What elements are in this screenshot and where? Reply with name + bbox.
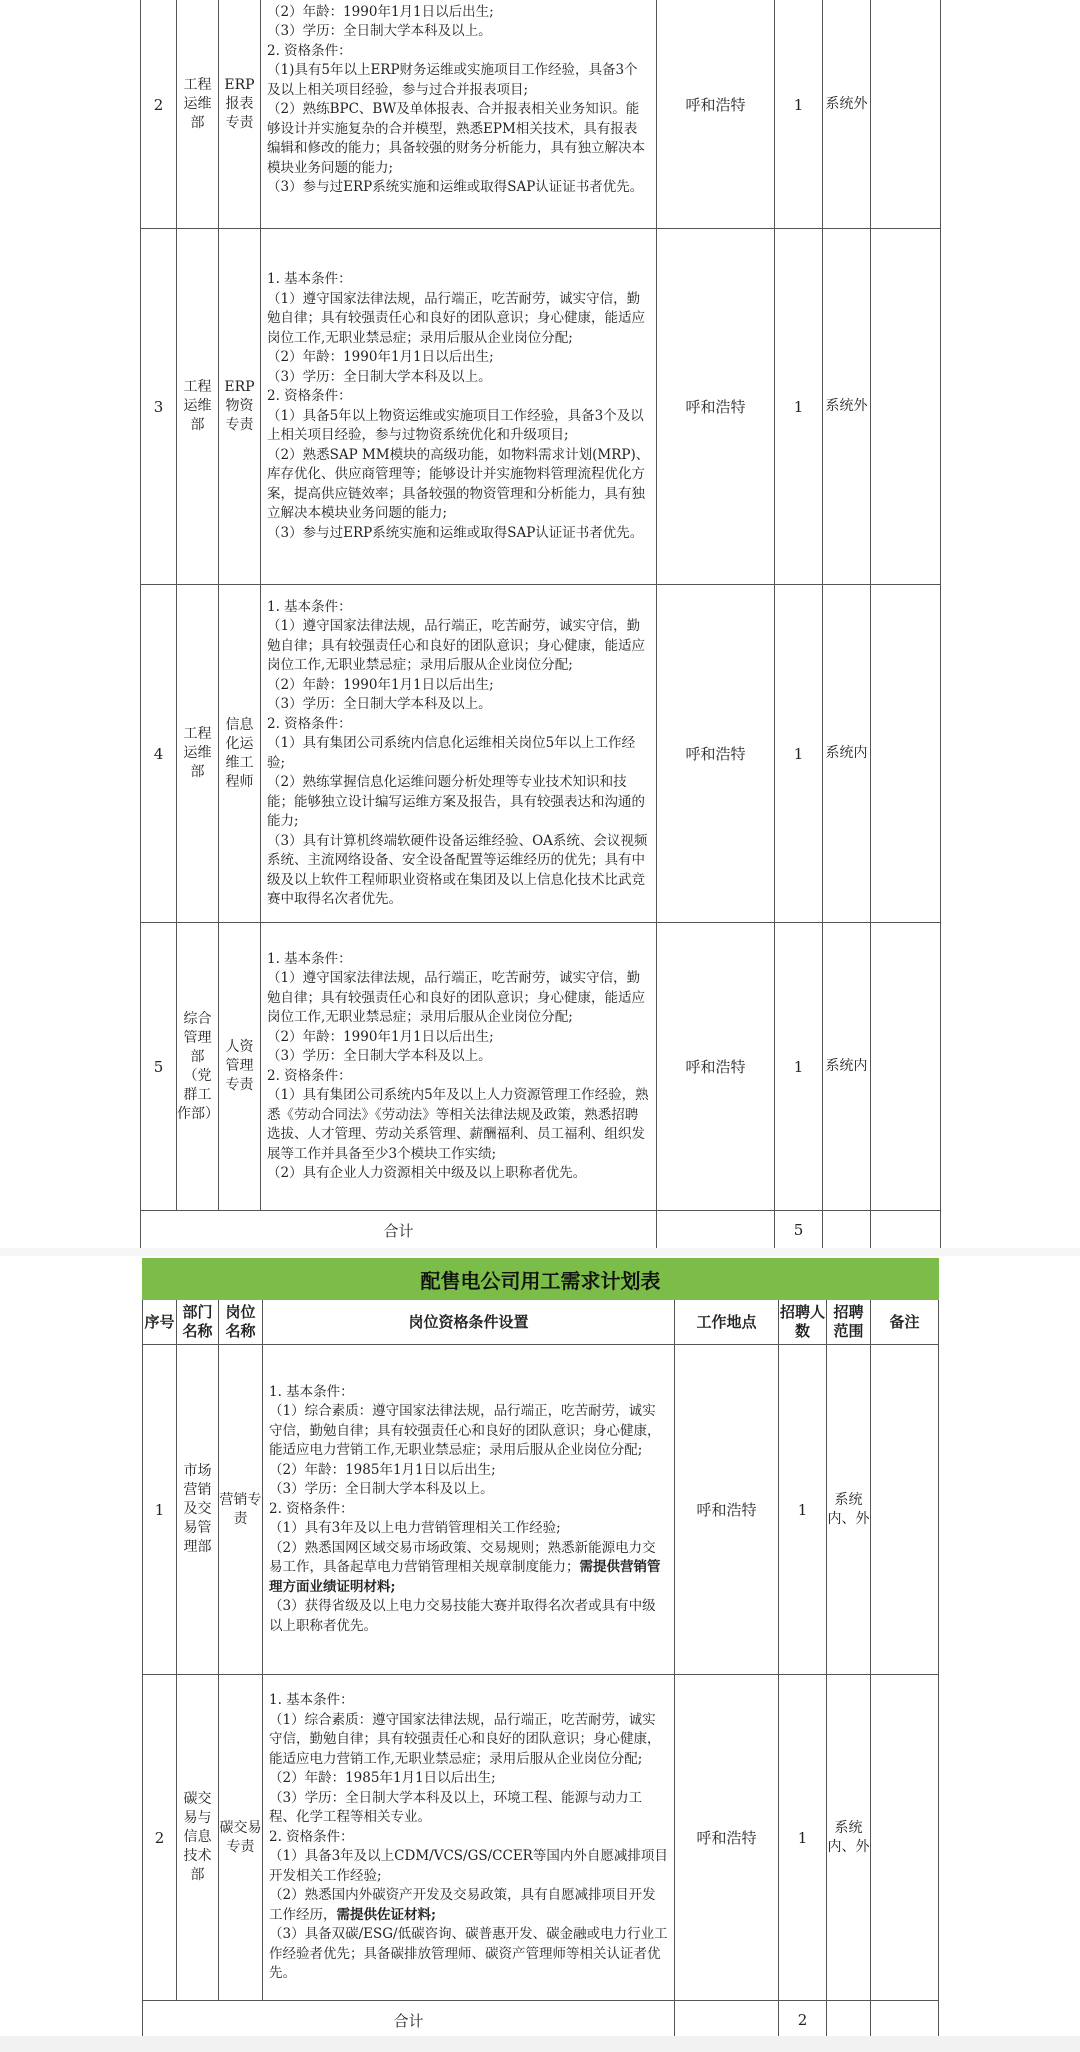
requirement-line: 2. 资格条件： xyxy=(267,715,352,732)
scope-cell: 系统外 xyxy=(823,229,871,585)
requirement-bold: 需提供佐证材料; xyxy=(336,1906,436,1923)
requirement-line: （1）具备3年及以上CDM/VCS/GS/CCER等国内外自愿减排项目开发相关工作经验; xyxy=(269,1848,668,1884)
scope-cell: 系统内、外 xyxy=(827,1345,871,1675)
recruitment-table-2 xyxy=(142,1258,939,2040)
requirement-line: 1. 基本条件： xyxy=(269,1383,354,1400)
requirement-line: 2. 资格条件： xyxy=(267,388,352,404)
total-scope xyxy=(827,2001,871,2040)
requirement-line: （2）具有企业人力资源相关中级及以上职称者优先。 xyxy=(267,1165,587,1181)
position-cell: 信息化运维工程师 xyxy=(219,585,261,923)
requirement-line: （3）学历：全日制大学本科及以上。 xyxy=(267,696,492,712)
header-note: 备注 xyxy=(871,1300,939,1345)
row-number: 2 xyxy=(141,0,177,229)
location-cell: 呼和浩特 xyxy=(675,1675,779,2001)
row-number: 2 xyxy=(143,1675,177,2001)
requirement-line: （3）学历：全日制大学本科及以上。 xyxy=(267,1048,492,1064)
requirement-line: （1）综合素质：遵守国家法律法规，品行端正，吃苦耐劳，诚实守信，勤勉自律；具有较强责任心和良好的团队意识；身心健康，能适应电力营销工作,无职业禁忌症；录用后服从企业岗位分配; xyxy=(269,1403,661,1459)
requirement-line: （1）综合素质：遵守国家法律法规，品行端正，吃苦耐劳，诚实守信，勤勉自律；具有较强责任心和良好的团队意识；身心健康，能适应电力营销工作,无职业禁忌症；录用后服从企业岗位分配; xyxy=(269,1711,661,1767)
position-cell: 营销专责 xyxy=(219,1345,263,1675)
header-count: 招聘人数 xyxy=(779,1300,827,1345)
note-cell xyxy=(871,0,941,229)
count-cell: 1 xyxy=(775,585,823,923)
header-row xyxy=(143,1300,939,1345)
total-row xyxy=(143,2001,939,2040)
note-cell xyxy=(871,1675,939,2001)
header-dept: 部门名称 xyxy=(177,1300,219,1345)
requirement-line: 2. 资格条件： xyxy=(269,1500,354,1517)
requirement-line: （2）年龄：1990年1月1日以后出生; xyxy=(267,1028,494,1045)
department-cell: 综合管理部（党群工作部） xyxy=(177,923,219,1211)
table-row xyxy=(141,923,941,1211)
total-label: 合计 xyxy=(143,2001,675,2040)
requirements-cell xyxy=(261,585,657,923)
note-cell xyxy=(871,585,941,923)
requirements-cell xyxy=(261,923,657,1211)
requirement-line: （2）年龄：1985年1月1日以后出生; xyxy=(269,1770,496,1787)
requirement-line: （3）学历：全日制大学本科及以上。 xyxy=(267,368,492,385)
requirement-line: （1)具有5年以上ERP财务运维或实施项目工作经验，具备3个及以上相关项目经验，参与过合并报表项目; xyxy=(267,62,638,98)
requirement-line: （2）年龄：1990年1月1日以后出生; xyxy=(267,349,494,365)
total-label: 合计 xyxy=(141,1211,657,1250)
requirement-line: 2. 资格条件： xyxy=(267,1067,352,1084)
requirements-cell xyxy=(263,1675,675,2001)
location-cell: 呼和浩特 xyxy=(675,1345,779,1675)
requirement-bold: 需提供营销管理方面业绩证明材料; xyxy=(269,1559,661,1595)
requirement-line: 1. 基本条件： xyxy=(269,1692,354,1709)
scope-cell: 系统内、外 xyxy=(827,1675,871,2001)
requirement-line xyxy=(269,1886,668,1925)
location-cell: 呼和浩特 xyxy=(657,229,775,585)
requirement-line: （3）获得省级及以上电力交易技能大赛并取得名次者或具有中级以上职称者优先。 xyxy=(269,1598,656,1634)
position-cell: 碳交易专责 xyxy=(219,1675,263,2001)
note-cell xyxy=(871,1345,939,1675)
total-location xyxy=(675,2001,779,2040)
requirement-text: （2）熟悉国网区域交易市场政策、交易规则；熟悉新能源电力交易工作，具备起草电力营销管理相关规章制度能力； xyxy=(269,1539,656,1576)
count-cell: 1 xyxy=(779,1345,827,1675)
requirement-line: （2）年龄：1985年1月1日以后出生; xyxy=(269,1461,496,1478)
row-number: 5 xyxy=(141,923,177,1211)
total-scope xyxy=(823,1211,871,1250)
requirement-line: （1）遵守国家法律法规，品行端正，吃苦耐劳，诚实守信，勤勉自律；具有较强责任心和良好的团队意识；身心健康，能适应岗位工作,无职业禁忌症；录用后服从企业岗位分配; xyxy=(267,618,645,673)
location-cell: 呼和浩特 xyxy=(657,0,775,229)
requirements-cell xyxy=(263,1345,675,1675)
requirement-line: （1）具备5年以上物资运维或实施项目工作经验，具备3个及以上相关项目经验，参与过物资系统优化和升级项目; xyxy=(267,407,644,443)
title-row xyxy=(143,1259,939,1300)
requirement-line: （3）学历：全日制大学本科及以上，环境工程、能源与动力工程、化学工程等相关专业。 xyxy=(269,1789,643,1826)
department-cell: 碳交易与信息技术部 xyxy=(177,1675,219,2001)
table-row xyxy=(143,1345,939,1675)
total-note xyxy=(871,1211,941,1250)
requirement-line xyxy=(269,1539,668,1598)
requirement-line: 2. 资格条件： xyxy=(269,1828,354,1845)
requirement-line: （2）年龄：1990年1月1日以后出生; xyxy=(267,3,494,20)
requirement-line: （3）具有计算机终端软硬件设备运维经验、OA系统、会议视频系统、主流网络设备、安全设备配置等运维经历的优先；具有中级及以上软件工程师职业资格或在集团及以上信息化技术比武竞赛中取得名次者优先。 xyxy=(267,832,648,907)
count-cell: 1 xyxy=(779,1675,827,2001)
requirement-line: （3）参与过ERP系统实施和运维或取得SAP认证证书者优先。 xyxy=(267,179,644,195)
requirement-line: 1. 基本条件： xyxy=(267,598,352,615)
location-cell: 呼和浩特 xyxy=(657,585,775,923)
requirement-line: （1）具有集团公司系统内5年及以上人力资源管理工作经验，熟悉《劳动合同法》《劳动法》等相关法律法规及政策，熟悉招聘选拔、人才管理、劳动关系管理、薪酬福利、员工福利、组织发展等工作并具备至少3个模块工作实绩; xyxy=(267,1087,649,1162)
note-cell xyxy=(871,923,941,1211)
requirement-line: （2）熟练BPC、BW及单体报表、合并报表相关业务知识。能够设计并实施复杂的合并模型，熟悉EPM相关技术，具有报表编辑和修改的能力；具备较强的财务分析能力，具有独立解决本模块业务问题的能力; xyxy=(267,101,645,176)
department-cell: 工程运维部 xyxy=(177,229,219,585)
requirement-line: （2）年龄：1990年1月1日以后出生; xyxy=(267,676,494,693)
total-location xyxy=(657,1211,775,1250)
count-cell: 1 xyxy=(775,229,823,585)
table-row xyxy=(141,0,941,229)
requirement-line: （2）熟悉SAP MM模块的高级功能，如物料需求计划(MRP)、库存优化、供应商管理等；能够设计并实施物料管理流程优化方案，提高供应链效率；具备较强的物资管理和分析能力，具有独立解决本模块业务问题的能力; xyxy=(267,446,650,521)
header-scope: 招聘范围 xyxy=(827,1300,871,1345)
table-row xyxy=(141,585,941,923)
header-no: 序号 xyxy=(143,1300,177,1345)
recruitment-table-1 xyxy=(140,0,941,1250)
department-cell: 工程运维部 xyxy=(177,0,219,229)
row-number: 3 xyxy=(141,229,177,585)
count-cell: 1 xyxy=(775,0,823,229)
note-cell xyxy=(871,229,941,585)
row-number: 4 xyxy=(141,585,177,923)
requirement-text: （2）熟悉国内外碳资产开发及交易政策，具有自愿减排项目开发工作经历， xyxy=(269,1887,656,1923)
total-count: 2 xyxy=(779,2001,827,2040)
department-cell: 工程运维部 xyxy=(177,585,219,923)
requirement-line: 1. 基本条件： xyxy=(267,950,352,967)
total-note xyxy=(871,2001,939,2040)
requirement-line: （2）熟练掌握信息化运维问题分析处理等专业技术知识和技能；能够独立设计编写运维方案及报告，具有较强表达和沟通的能力; xyxy=(267,774,645,829)
scope-cell: 系统内 xyxy=(823,585,871,923)
header-location: 工作地点 xyxy=(675,1300,779,1345)
requirement-line: （1）遵守国家法律法规，品行端正，吃苦耐劳，诚实守信，勤勉自律；具有较强责任心和良好的团队意识；身心健康，能适应岗位工作,无职业禁忌症；录用后服从企业岗位分配; xyxy=(267,970,645,1025)
requirement-line: （1）具有集团公司系统内信息化运维相关岗位5年以上工作经验; xyxy=(267,735,636,771)
requirements-cell xyxy=(261,229,657,585)
requirement-line: （3）学历：全日制大学本科及以上。 xyxy=(269,1481,494,1498)
page-gap xyxy=(0,1248,1080,1256)
position-cell: 人资管理专责 xyxy=(219,923,261,1211)
table-title: 配售电公司用工需求计划表 xyxy=(143,1259,939,1300)
requirement-line: （3）学历：全日制大学本科及以上。 xyxy=(267,23,492,39)
table-row xyxy=(143,1675,939,2001)
bottom-strip xyxy=(0,2036,1080,2052)
department-cell: 市场营销及交易管理部 xyxy=(177,1345,219,1675)
scope-cell: 系统外 xyxy=(823,0,871,229)
header-position: 岗位名称 xyxy=(219,1300,263,1345)
requirements-cell xyxy=(261,0,657,229)
requirement-line: 1. 基本条件： xyxy=(267,271,352,287)
position-cell: ERP报表专责 xyxy=(219,0,261,229)
scope-cell: 系统内 xyxy=(823,923,871,1211)
requirement-line: （1）遵守国家法律法规，品行端正，吃苦耐劳，诚实守信，勤勉自律；具有较强责任心和良好的团队意识；身心健康，能适应岗位工作,无职业禁忌症；录用后服从企业岗位分配; xyxy=(267,290,645,346)
requirement-line: 2. 资格条件： xyxy=(267,42,352,59)
requirement-line: （1）具有3年及以上电力营销管理相关工作经验; xyxy=(269,1520,561,1537)
count-cell: 1 xyxy=(775,923,823,1211)
total-row xyxy=(141,1211,941,1250)
header-requirements: 岗位资格条件设置 xyxy=(263,1300,675,1345)
position-cell: ERP物资专责 xyxy=(219,229,261,585)
requirement-line: （3）具备双碳/ESG/低碳咨询、碳普惠开发、碳金融或电力行业工作经验者优先；具备碳排放管理师、碳资产管理师等相关认证者优先。 xyxy=(269,1926,668,1982)
row-number: 1 xyxy=(143,1345,177,1675)
total-count: 5 xyxy=(775,1211,823,1250)
requirement-line: （3）参与过ERP系统实施和运维或取得SAP认证证书者优先。 xyxy=(267,524,644,541)
table-row xyxy=(141,229,941,585)
location-cell: 呼和浩特 xyxy=(657,923,775,1211)
